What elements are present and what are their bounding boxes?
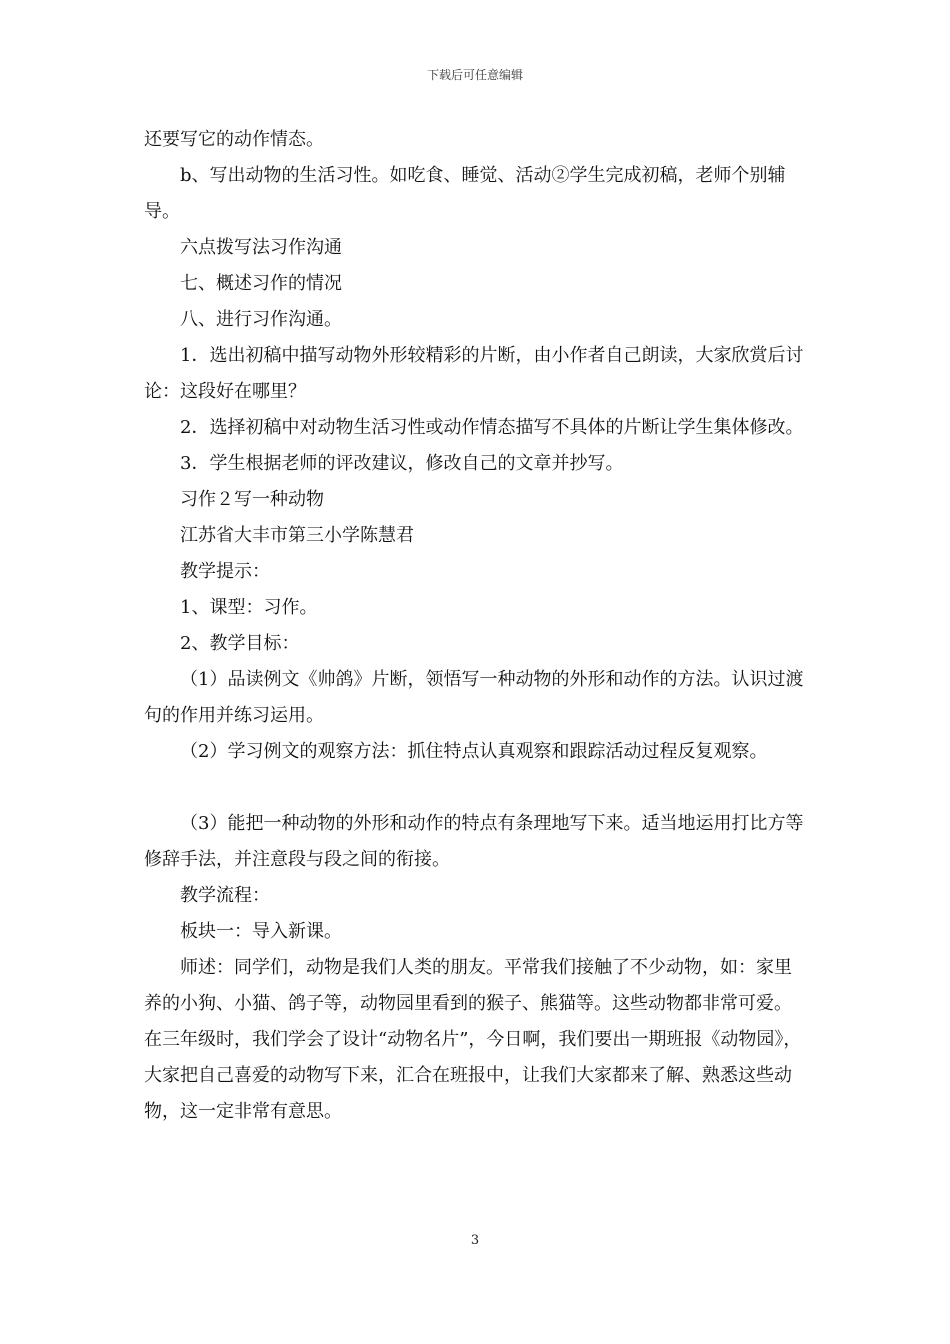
paragraph: b、写出动物的生活习性。如吃食、睡觉、活动②学生完成初稿，老师个别辅导。 [144, 165, 786, 222]
paragraph: 师述：同学们，动物是我们人类的朋友。平常我们接触了不少动物，如：家里养的小狗、小猫、鸽子等，动物园里看到的猴子、熊猫等。这些动物都非常可爱。在三年级时，我们学会了设计“动物名片”，今日啊，我们要出一期班报《动物园》，大家把自己喜爱的动物写下来，汇合在班报中，让我们大家都来了解、熟悉这些动物，这一定非常有意思。 [144, 957, 802, 1122]
paragraph: 教学提示： [180, 561, 270, 582]
paragraph: 1．选出初稿中描写动物外形较精彩的片断，由小作者自己朗读，大家欣赏后讨论：这段好在哪里？ [144, 345, 804, 402]
paragraph: 八、进行习作沟通。 [180, 309, 342, 330]
paragraph: 教学流程： [180, 885, 270, 906]
paragraph: 还要写它的动作情态。 [144, 129, 324, 150]
paragraph: （3）能把一种动物的外形和动作的特点有条理地写下来。适当地运用打比方等修辞手法，并注意段与段之间的衔接。 [144, 813, 804, 870]
document-body [144, 122, 808, 1130]
paragraph: 2．选择初稿中对动物生活习性或动作情态描写不具体的片断让学生集体修改。 [180, 417, 804, 438]
paragraph: 1、课型：习作。 [180, 597, 318, 618]
section-title: 习作２写一种动物 [180, 489, 324, 510]
paragraph: （2）学习例文的观察方法：抓住特点认真观察和跟踪活动过程反复观察。 [180, 741, 768, 762]
paragraph: 六点拨写法习作沟通 [180, 237, 342, 258]
paragraph: 板块一：导入新课。 [180, 921, 342, 942]
paragraph: 2、教学目标： [180, 633, 300, 654]
paragraph: （1）品读例文《帅鸽》片断，领悟写一种动物的外形和动作的方法。认识过渡句的作用并练习运用。 [144, 669, 804, 726]
author-line: 江苏省大丰市第三小学陈慧君 [180, 525, 414, 546]
page-number: 3 [470, 1233, 480, 1248]
paragraph: 3．学生根据老师的评改建议，修改自己的文章并抄写。 [180, 453, 624, 474]
page-header: 下载后可任意编辑 [426, 68, 523, 82]
paragraph: 七、概述习作的情况 [180, 273, 342, 294]
